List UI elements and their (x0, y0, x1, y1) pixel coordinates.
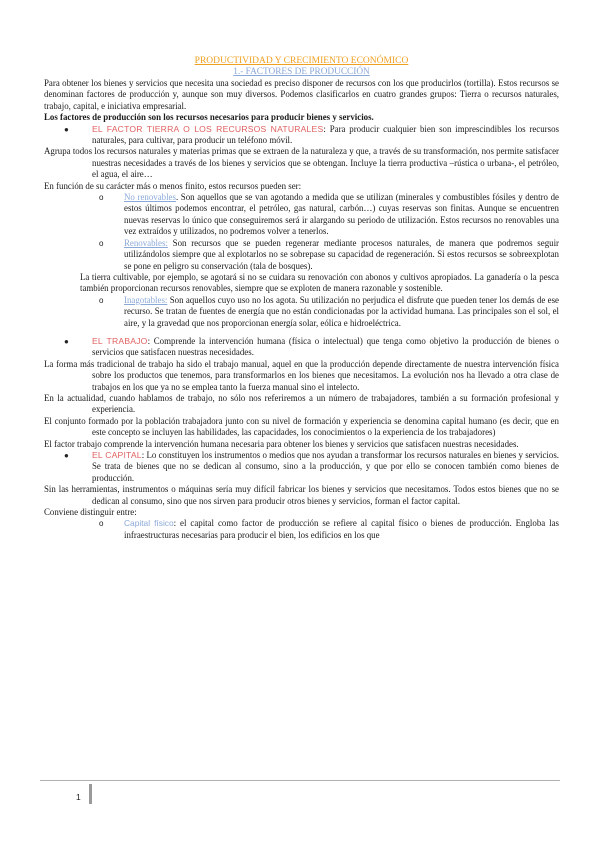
footer-divider (40, 780, 560, 781)
no-renovables-label: No renovables (124, 192, 176, 203)
conjunto-paragraph: El conjunto formado por la población trabajadora junto con su nivel de formación y experiencia se denomina capital humano (es decir, que en este concepto se incluyen las habilidades, las capacidades, los conocimientos o la experiencia de los trabajadores) (44, 415, 559, 438)
document-body (44, 56, 559, 541)
no-renovables-text: . Son aquellos que se van agotando a medida que se utilizan (minerales y combustibles fósiles y dentro de estos últimos podemos encontrar, el petróleo, gas natural, carbón…) cuyas reservas son finitas. Aunque se encuentren nuevas reservas lo único que conseguiremos será ir alargando su periodo de utilización. Estos recursos no renovables una vez extraídos y utilizados, no podremos volver a tenerlos. (124, 192, 559, 237)
trabajo-label: EL TRABAJO (92, 335, 148, 346)
sub-inagotables (44, 295, 559, 329)
trabajo-text: : Comprende la intervención humana (física o intelectual) que tenga como objetivo la producción de bienes o servicios que satisfacen nuestras necesidades. (92, 335, 559, 358)
sub-capital-fisico (44, 518, 559, 541)
forma-tradicional-paragraph: La forma más tradicional de trabajo ha sido el trabajo manual, aquel en que la producción depende directamente de nuestra intervención física sobre los productos que tenemos, para transformarlos en los bienes que necesitamos. La evolución nos ha llevado a otra clase de trabajos en los que ya no se emplea tanto la fuerza manual sino el intelecto. (44, 358, 559, 392)
intro-paragraph: Para obtener los bienes y servicios que necesita una sociedad es preciso disponer de recursos con los que producirlos (tortilla). Estos recursos se denominan factores de producción y, aunque son muy diversos. Podemos clasificarlos en cuatro grandes grupos: Tierra o recursos naturales, trabajo, capital, e iniciativa empresarial. (44, 78, 559, 111)
actualidad-paragraph: En la actualidad, cuando hablamos de trabajo, no sólo nos referiremos a un número de trabajadores, también a su formación profesional y experiencia. (44, 392, 559, 415)
capital-fisico-text: : el capital como factor de producción se refiere al capital físico o bienes de producción. Engloba las infraestructuras necesarias para producir el bien, los edificios en los que (124, 518, 559, 540)
bullet-tierra (44, 124, 559, 147)
tierra-cultivable-paragraph: La tierra cultivable, por ejemplo, se agotará si no se cuidara su renovación con abonos y cultivos apropiados. La ganadería o la pesca también proporcionan recursos renovables, siempre que se exploten de manera razonable y sostenible. (80, 271, 559, 294)
conviene-paragraph: Conviene distinguir entre: (44, 507, 137, 518)
agrupa-paragraph: Agrupa todos los recursos naturales y materias primas que se extraen de la naturaleza y que, a través de su transformación, nos permite satisfacer nuestras necesidades a través de los bienes y servicios que se obtengan. Incluye la tierra productiva –rústica o urbana-, el petróleo, el agua, el aire… (44, 146, 559, 180)
factor-trabajo-paragraph: El factor trabajo comprende la intervención humana necesaria para obtener los bienes y servicios que satisfacen nuestras necesidades. (44, 438, 519, 449)
sub-renovables (44, 238, 559, 272)
section-heading: 1.- FACTORES DE PRODUCCIÓN (233, 67, 370, 77)
bullet-trabajo (44, 336, 559, 359)
capital-label: EL CAPITAL (92, 450, 142, 460)
bullet-capital (44, 450, 559, 484)
document-title: PRODUCTIVIDAD Y CRECIMIENTO ECONÓMICO (194, 56, 409, 66)
page-number: 1 (76, 792, 81, 802)
capital-text: : Lo constituyen los instrumentos o medios que nos ayudan a transformar los recursos naturales en bienes y servicios. Se trata de bienes que no se dedican al consumo, sino a la producción, y que por ello se conocen también como bienes de producción. (92, 450, 559, 483)
sub-marker: o (99, 519, 104, 529)
inagotables-label: Inagotables: (124, 294, 168, 305)
tierra-label: EL FACTOR TIERRA O LOS RECURSOS NATURALES (92, 123, 324, 134)
tierra-text: : Para producir cualquier bien son imprescindibles los recursos naturales, para cultivar, para producir un teléfono móvil. (92, 123, 559, 146)
sin-herramientas-paragraph: Sin las herramientas, instrumentos o máquinas sería muy difícil fabricar los bienes y servicios que necesitamos. Todos estos bienes que no se dedican al consumo, sino que nos sirven para producir otros bienes y servicios, forman el factor capital. (44, 484, 559, 506)
definition-statement: Los factores de producción son los recursos necesarios para producir bienes y servicios. (44, 112, 374, 123)
capital-fisico-label: Capital físico (124, 518, 174, 529)
sub-marker: o (99, 238, 104, 248)
renovables-text: Son recursos que se pueden regenerar mediante procesos naturales, de manera que podremos seguir utilizándolos siempre que al explotarlos no se sobrepase su capacidad de regeneración. Si estos recursos se sobreexplotan se pone en peligro su conservación (tala de bosques). (124, 237, 559, 271)
sub-no-renovables (44, 192, 559, 238)
caracter-paragraph: En función de su carácter más o menos finito, estos recursos pueden ser: (44, 180, 302, 191)
renovables-label: Renovables: (124, 237, 168, 248)
spacer (44, 329, 559, 336)
sub-marker: o (99, 193, 104, 203)
sub-marker: o (99, 295, 104, 305)
footer-bar (89, 784, 92, 804)
inagotables-text: Son aquellos cuyo uso no los agota. Su utilización no perjudica el disfrute que pueden tener los demás de ese recurso. Se tratan de fuentes de energía que no están condicionadas por la actividad humana. Las principales son el sol, el aire, y la gravedad que nos proporcionan energía solar, eólica e hidroeléctrica. (124, 294, 559, 328)
